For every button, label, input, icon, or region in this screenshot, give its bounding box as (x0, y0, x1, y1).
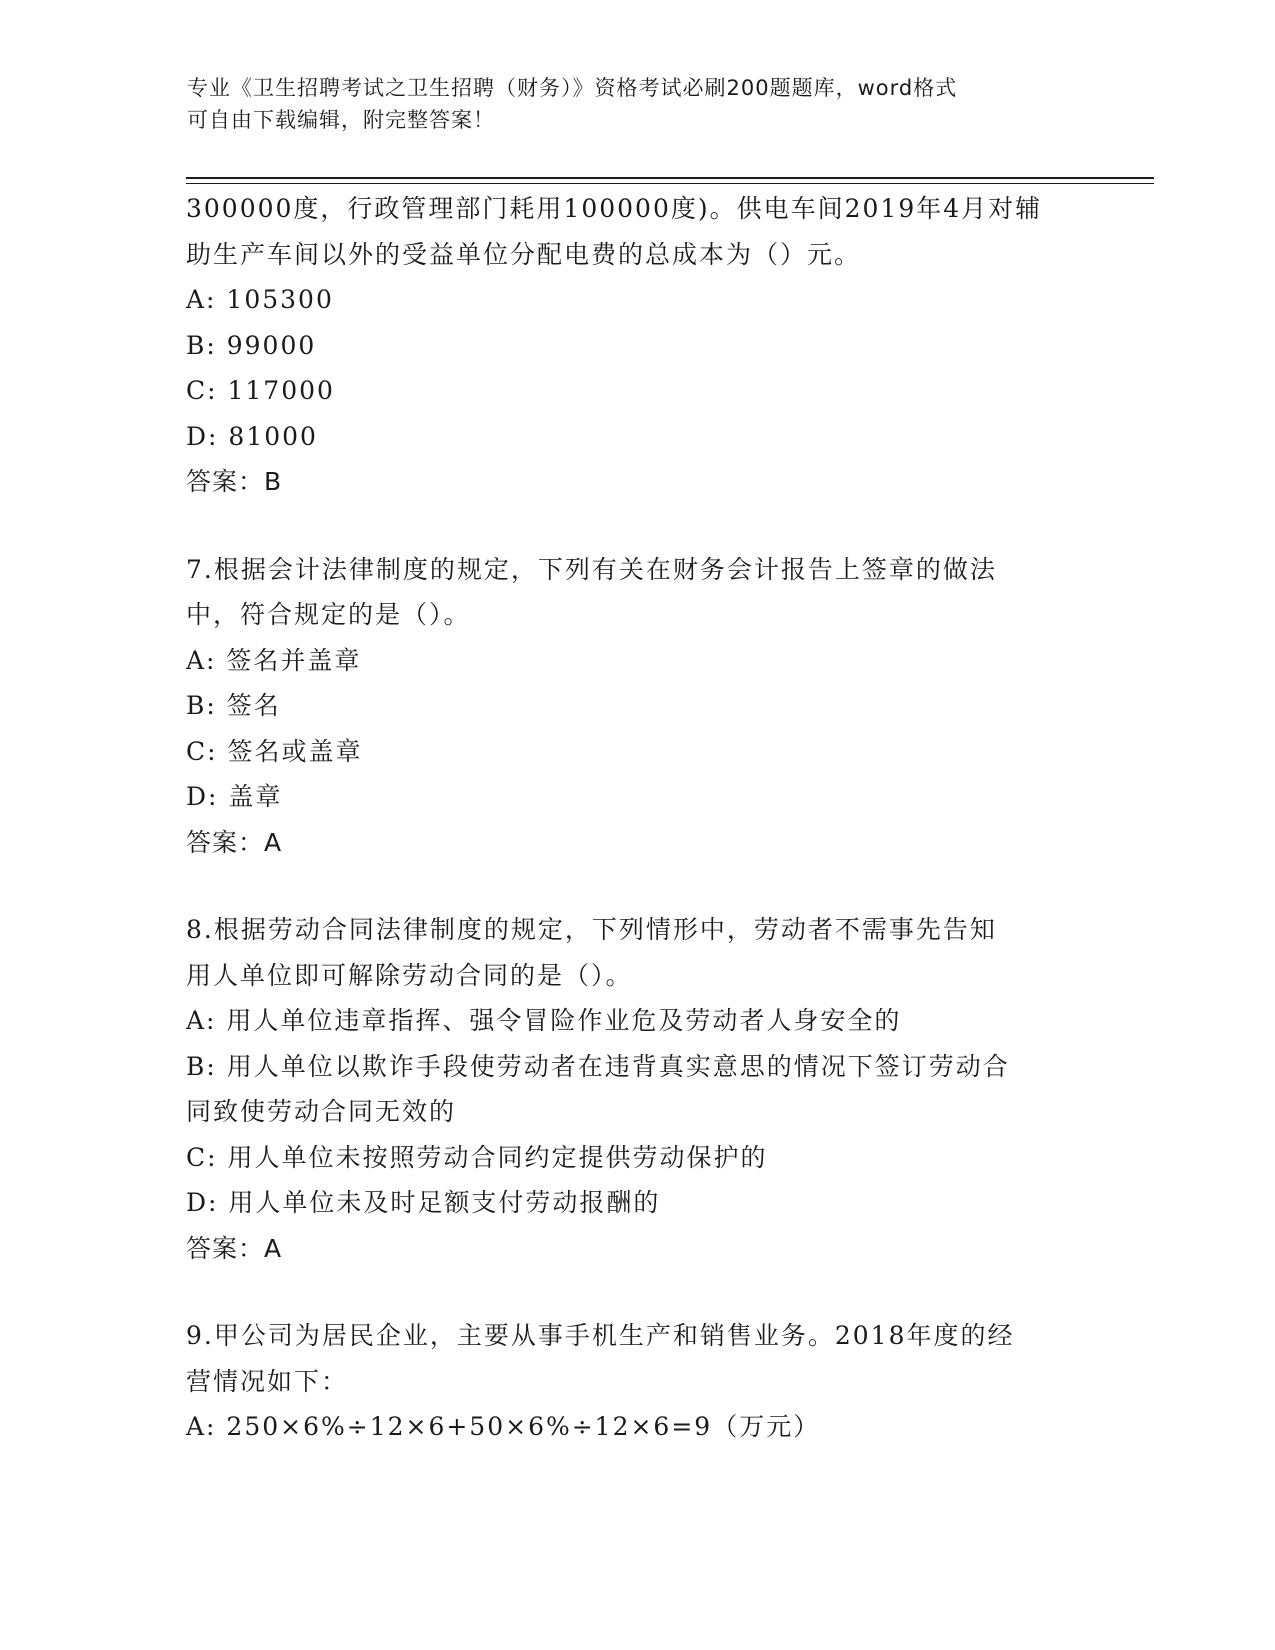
question-text-line: 8.根据劳动合同法律制度的规定，下列情形中，劳动者不需事先告知 (186, 915, 997, 944)
option-d: D: 用人单位未及时足额支付劳动报酬的 (186, 1188, 661, 1217)
question-gap (186, 865, 1126, 907)
option-c: C: 117000 (186, 376, 335, 405)
question-text-line: 助生产车间以外的受益单位分配电费的总成本为（）元。 (186, 239, 862, 269)
option-c: C: 签名或盖章 (186, 736, 363, 766)
option-d: D: 81000 (186, 421, 318, 451)
option-a: A: 用人单位违章指挥、强令冒险作业危及劳动者人身安全的 (186, 1006, 902, 1035)
question-8 (186, 907, 1126, 1271)
page-header (187, 72, 1087, 136)
question-gap (186, 1271, 1126, 1313)
option-a: A: 250×6%÷12×6+50×6%÷12×6=9（万元） (186, 1412, 821, 1441)
question-text-line: 中，符合规定的是（）。 (186, 600, 471, 629)
question-gap (186, 505, 1126, 547)
answer: 答案：A (186, 1233, 283, 1263)
header-title-line-2: 可自由下载编辑，附完整答案！ (187, 108, 495, 132)
option-b-continued: 同致使劳动合同无效的 (186, 1097, 457, 1126)
answer: 答案：B (186, 467, 283, 496)
option-b: B: 签名 (186, 691, 281, 720)
header-rule-thick (186, 177, 1154, 179)
question-text-line: 300000度，行政管理部门耗用100000度)。供电车间2019年4月对辅 (186, 194, 1043, 223)
question-text-line: 9.甲公司为居民企业，主要从事手机生产和销售业务。2018年度的经 (186, 1321, 1015, 1350)
header-title-line-1: 专业《卫生招聘考试之卫生招聘（财务）》资格考试必刷200题题库，word格式 (187, 76, 958, 100)
option-b: B: 99000 (186, 330, 317, 360)
question-text-line: 7.根据会计法律制度的规定，下列有关在财务会计报告上签章的做法 (186, 554, 997, 584)
question-7 (186, 547, 1126, 866)
question-9 (186, 1313, 1126, 1450)
header-rule-thin (186, 183, 1154, 184)
question-6 (186, 186, 1126, 505)
option-a: A: 签名并盖章 (186, 645, 362, 675)
option-d: D: 盖章 (186, 782, 283, 811)
option-b: B: 用人单位以欺诈手段使劳动者在违背真实意思的情况下签订劳动合 (186, 1051, 1010, 1081)
option-c: C: 用人单位未按照劳动合同约定提供劳动保护的 (186, 1142, 768, 1172)
question-text-line: 用人单位即可解除劳动合同的是（）。 (186, 960, 633, 990)
answer: 答案：A (186, 827, 283, 857)
option-a: A: 105300 (186, 285, 334, 314)
question-text-line: 营情况如下： (186, 1366, 349, 1396)
question-content (186, 186, 1126, 1450)
